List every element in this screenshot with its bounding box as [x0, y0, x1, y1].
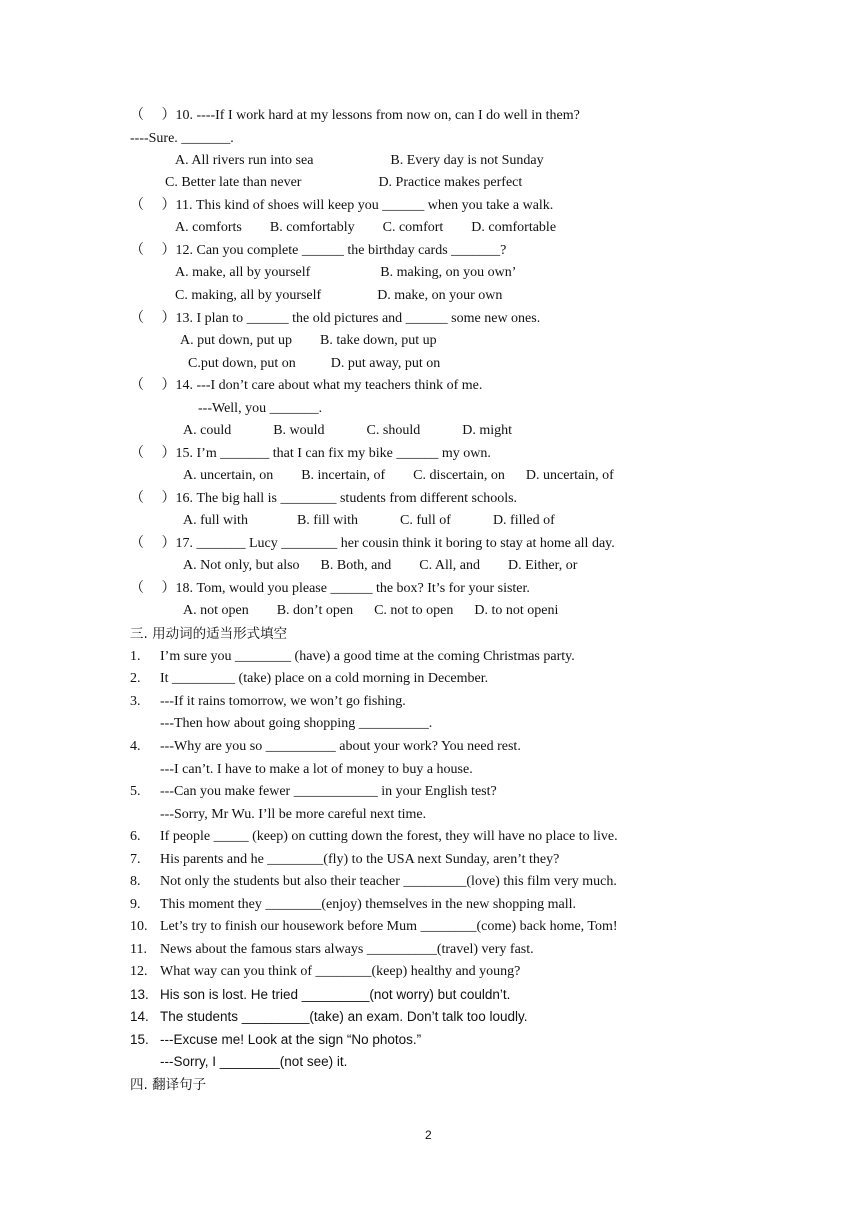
section-4-heading: 四. 翻译句子 — [130, 1077, 207, 1093]
item-number: 7. — [130, 852, 141, 867]
item-number: 6. — [130, 829, 141, 844]
item-number: 9. — [130, 897, 141, 912]
item-number: 11. — [130, 942, 147, 957]
question-13-options-cd: C.put down, put on D. put away, put on — [188, 356, 441, 371]
question-11-options: A. comforts B. comfortably C. comfort D. comfortable — [175, 220, 557, 235]
question-17-stem: （ ）17. _______ Lucy ________ her cousin think it boring to stay at home all day. — [130, 536, 615, 551]
fill-blank-item: News about the famous stars always __________(travel) very fast. — [160, 942, 534, 957]
fill-blank-item: His son is lost. He tried _________(not worry) but couldn’t. — [160, 987, 511, 1002]
question-13-stem: （ ）13. I plan to ______ the old pictures and ______ some new ones. — [130, 311, 541, 326]
question-14-stem: （ ）14. ---I don’t care about what my teachers think of me. — [130, 378, 483, 393]
item-number: 13. — [130, 987, 149, 1002]
question-16-stem: （ ）16. The big hall is ________ students from different schools. — [130, 491, 518, 506]
fill-blank-item: His parents and he ________(fly) to the USA next Sunday, aren’t they? — [160, 852, 560, 867]
question-18-options: A. not open B. don’t open C. not to open D. to not openi — [183, 603, 559, 618]
fill-blank-item: ---Can you make fewer ____________ in your English test? — [160, 784, 497, 799]
question-14-reply: ---Well, you _______. — [198, 401, 323, 416]
question-10-reply: ----Sure. _______. — [130, 131, 234, 146]
question-15-options: A. uncertain, on B. incertain, of C. discertain, on D. uncertain, of — [183, 468, 614, 483]
item-number: 1. — [130, 649, 141, 664]
item-number: 8. — [130, 874, 141, 889]
fill-blank-item-line2: ---I can’t. I have to make a lot of money to buy a house. — [160, 762, 473, 777]
item-number: 14. — [130, 1009, 149, 1024]
question-13-options-ab: A. put down, put up B. take down, put up — [180, 333, 437, 348]
fill-blank-item-line2: ---Sorry, Mr Wu. I’ll be more careful next time. — [160, 807, 427, 822]
item-number: 12. — [130, 964, 148, 979]
fill-blank-item: It _________ (take) place on a cold morning in December. — [160, 671, 489, 686]
question-12-options-ab: A. make, all by yourself B. making, on you own’ — [175, 265, 517, 280]
fill-blank-item: Let’s try to finish our housework before Mum ________(come) back home, Tom! — [160, 919, 618, 934]
question-14-options: A. could B. would C. should D. might — [183, 423, 513, 438]
question-18-stem: （ ）18. Tom, would you please ______ the box? It’s for your sister. — [130, 581, 530, 596]
section-3-heading: 三. 用动词的适当形式填空 — [130, 626, 288, 642]
question-15-stem: （ ）15. I’m _______ that I can fix my bike ______ my own. — [130, 446, 491, 461]
question-16-options: A. full with B. fill with C. full of D. filled of — [183, 513, 555, 528]
item-number: 5. — [130, 784, 141, 799]
question-10-options-ab: A. All rivers run into sea B. Every day is not Sunday — [175, 153, 544, 168]
question-12-options-cd: C. making, all by yourself D. make, on your own — [175, 288, 503, 303]
fill-blank-item: The students _________(take) an exam. Don’t talk too loudly. — [160, 1009, 528, 1024]
item-number: 2. — [130, 671, 141, 686]
question-10-options-cd: C. Better late than never D. Practice makes perfect — [165, 175, 523, 190]
fill-blank-item: ---Why are you so __________ about your work? You need rest. — [160, 739, 521, 754]
fill-blank-item: What way can you think of ________(keep) healthy and young? — [160, 964, 521, 979]
question-12-stem: （ ）12. Can you complete ______ the birthday cards _______? — [130, 243, 507, 258]
page-number: 2 — [425, 1128, 432, 1142]
question-10-stem: （ ）10. ----If I work hard at my lessons from now on, can I do well in them? — [130, 108, 580, 123]
fill-blank-item: This moment they ________(enjoy) themselves in the new shopping mall. — [160, 897, 577, 912]
fill-blank-item-line2: ---Then how about going shopping __________. — [160, 716, 433, 731]
fill-blank-item-line2: ---Sorry, I ________(not see) it. — [160, 1054, 348, 1069]
item-number: 15. — [130, 1032, 149, 1047]
fill-blank-item: Not only the students but also their teacher _________(love) this film very much. — [160, 874, 617, 889]
item-number: 3. — [130, 694, 141, 709]
item-number: 10. — [130, 919, 148, 934]
fill-blank-item: ---Excuse me! Look at the sign “No photos.” — [160, 1032, 422, 1047]
question-11-stem: （ ）11. This kind of shoes will keep you ______ when you take a walk. — [130, 198, 554, 213]
question-17-options: A. Not only, but also B. Both, and C. All, and D. Either, or — [183, 558, 578, 573]
fill-blank-item: ---If it rains tomorrow, we won’t go fishing. — [160, 694, 406, 709]
item-number: 4. — [130, 739, 141, 754]
fill-blank-item: I’m sure you ________ (have) a good time at the coming Christmas party. — [160, 649, 575, 664]
fill-blank-item: If people _____ (keep) on cutting down the forest, they will have no place to live. — [160, 829, 618, 844]
